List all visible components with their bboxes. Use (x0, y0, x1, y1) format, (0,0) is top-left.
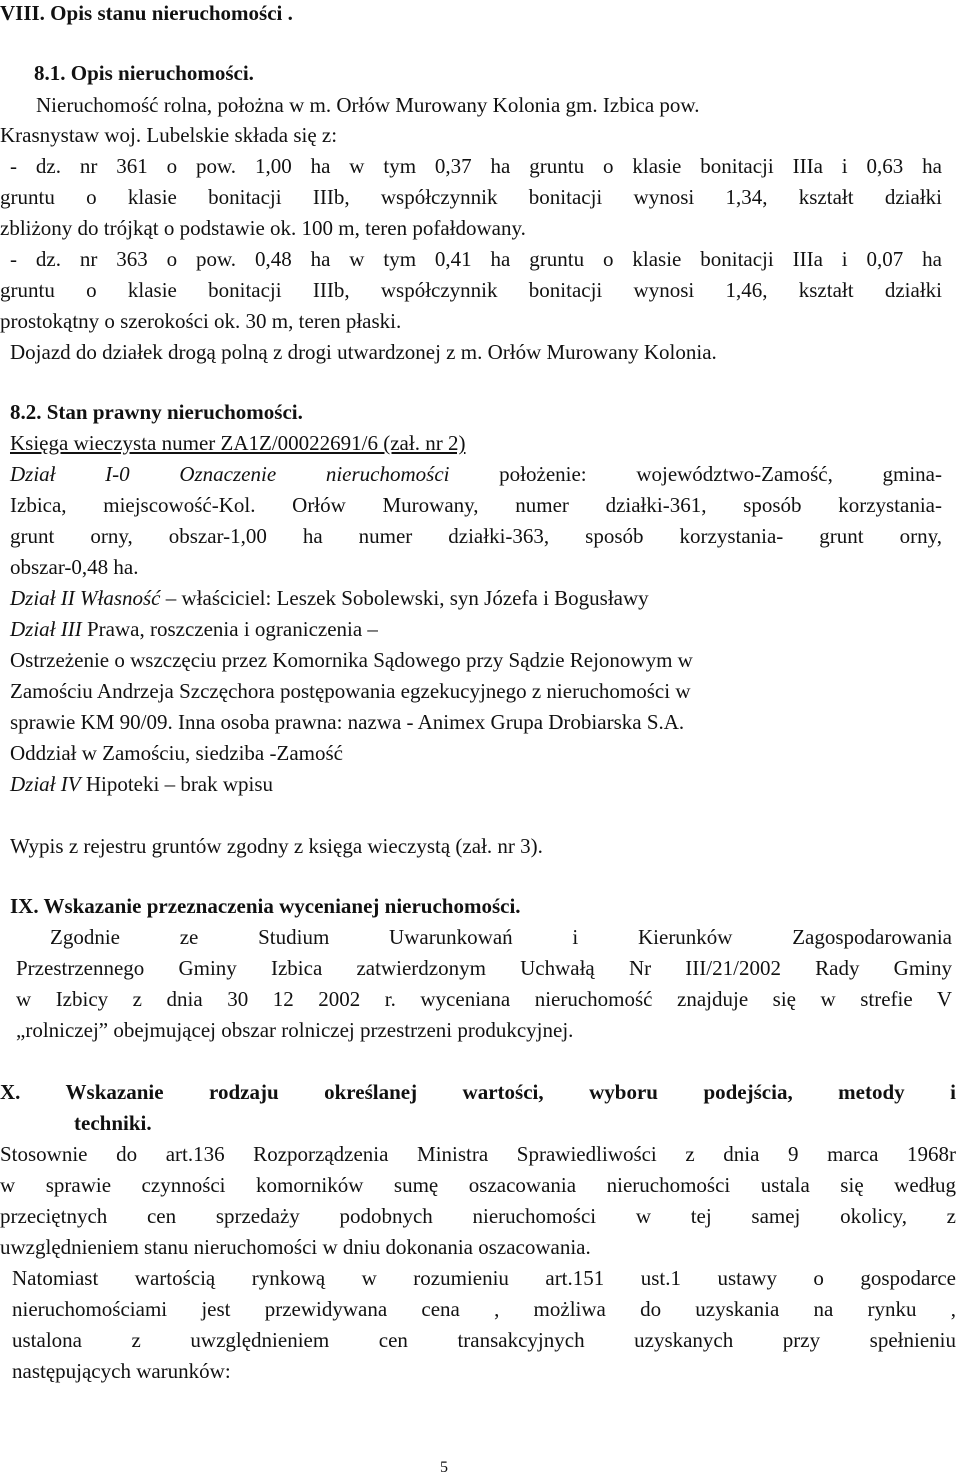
market-value-line: Natomiast wartością rynkową w rozumieniu art.151 ust.1 ustawy o gospodarce (12, 1266, 956, 1290)
description-line: - dz. nr 361 o pow. 1,00 ha w tym 0,37 ha gruntu o klasie bonitacji IIIa i 0,63 ha (10, 154, 942, 178)
valuation-paragraph-line: uwzględnieniem stanu nieruchomości w dniu dokonania oszacowania. (0, 1235, 591, 1259)
section-iv-title: Dział IV (10, 772, 81, 796)
section-10-heading: X. Wskazanie rodzaju określanej wartości, wyboru podejścia, metody i (0, 1080, 956, 1104)
section-9-heading: IX. Wskazanie przeznaczenia wycenianej nieruchomości. (10, 894, 521, 918)
description-line: Dojazd do działek drogą polną z drogi utwardzonej z m. Orłów Murowany Kolonia. (10, 340, 717, 364)
register-extract-note: Wypis z rejestru gruntów zgodny z księga wieczystą (zał. nr 3). (10, 834, 543, 858)
zoning-line: Zgodnie ze Studium Uwarunkowań i Kierunków Zagospodarowania (50, 925, 952, 949)
description-line: Nieruchomość rolna, położna w m. Orłów Murowany Kolonia gm. Izbica pow. (36, 93, 700, 117)
description-line: zbliżony do trójkąt o podstawie ok. 100 m, teren pofałdowany. (0, 216, 526, 240)
section-i-line: Izbica, miejscowość-Kol. Orłów Murowany, numer działki-361, sposób korzystania- (10, 493, 942, 517)
section-i-line: Dział I-0 Oznaczenie nieruchomości położenie: województwo-Zamość, gmina- (10, 462, 943, 486)
zoning-line: w Izbicy z dnia 30 12 2002 r. wyceniana nieruchomość znajduje się w strefie V (16, 987, 952, 1011)
section-8-heading: VIII. Opis stanu nieruchomości . (0, 1, 293, 25)
section-i-title: Dział I-0 Oznaczenie nieruchomości (10, 462, 450, 486)
section-iv-line: Dział IV Hipoteki – brak wpisu (10, 772, 274, 796)
section-ii-line: Dział II Własność – właściciel: Leszek Sobolewski, syn Józefa i Bogusławy (10, 586, 649, 610)
description-line: prostokątny o szerokości ok. 30 m, teren płaski. (0, 309, 402, 333)
section-iii-line: Dział III Prawa, roszczenia i ograniczenia – (10, 617, 378, 641)
section-iii-line: sprawie KM 90/09. Inna osoba prawna: nazwa - Animex Grupa Drobiarska S.A. (10, 710, 685, 734)
section-iii-line: Oddział w Zamościu, siedziba -Zamość (10, 741, 343, 765)
section-i-line: grunt orny, obszar-1,00 ha numer działki-363, sposób korzystania- grunt orny, (10, 524, 942, 548)
subsection-8-1-heading: 8.1. Opis nieruchomości. (34, 61, 254, 85)
valuation-paragraph-line: Stosownie do art.136 Rozporządzenia Ministra Sprawiedliwości z dnia 9 marca 1968r (0, 1142, 956, 1166)
description-line: gruntu o klasie bonitacji IIIb, współczynnik bonitacji wynosi 1,46, kształt działki (0, 278, 942, 302)
valuation-paragraph-line: przeciętnych cen sprzedaży podobnych nieruchomości w tej samej okolicy, z (0, 1204, 956, 1228)
section-i-line: obszar-0,48 ha. (10, 555, 139, 579)
market-value-line: nieruchomościami jest przewidywana cena , możliwa do uzyskania na rynku , (12, 1297, 956, 1321)
subsection-8-2-heading: 8.2. Stan prawny nieruchomości. (10, 400, 303, 424)
land-register-number: Księga wieczysta numer ZA1Z/00022691/6 (zał. nr 2) (10, 431, 466, 455)
market-value-line: ustalona z uwzględnieniem cen transakcyjnych uzyskanych przy spełnieniu (12, 1328, 956, 1352)
section-iii-line: Zamościu Andrzeja Szczęchora postępowania egzekucyjnego z nieruchomości w (10, 679, 691, 703)
zoning-line: Przestrzennego Gminy Izbica zatwierdzonym Uchwałą Nr III/21/2002 Rady Gminy (16, 956, 952, 980)
section-iii-title: Dział III (10, 617, 82, 641)
description-line: Krasnystaw woj. Lubelskie składa się z: (0, 123, 338, 147)
valuation-paragraph-line: w sprawie czynności komorników sumę oszacowania nieruchomości ustala się według (0, 1173, 956, 1197)
description-line: - dz. nr 363 o pow. 0,48 ha w tym 0,41 ha gruntu o klasie bonitacji IIIa i 0,07 ha (10, 247, 942, 271)
page-number: 5 (440, 1459, 448, 1476)
zoning-line: „rolniczej” obejmującej obszar rolniczej przestrzeni produkcyjnej. (16, 1018, 574, 1042)
market-value-line: następujących warunków: (12, 1359, 231, 1383)
section-iii-line: Ostrzeżenie o wszczęciu przez Komornika Sądowego przy Sądzie Rejonowym w (10, 648, 693, 672)
section-ii-title: Dział II Własność (10, 586, 161, 610)
section-10-heading-cont: techniki. (74, 1111, 152, 1135)
description-line: gruntu o klasie bonitacji IIIb, współczynnik bonitacji wynosi 1,34, kształt działki (0, 185, 942, 209)
